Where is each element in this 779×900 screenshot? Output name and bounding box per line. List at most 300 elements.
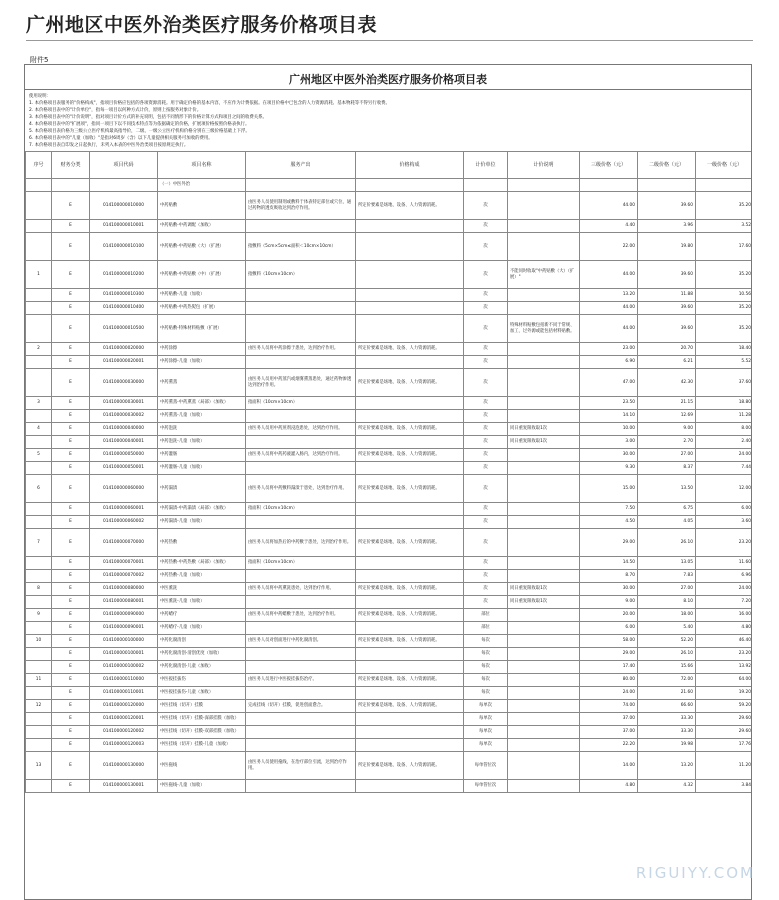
name-cell: 中药贴敷-儿童（加收） [158,289,246,302]
price-tier3-cell: 80.00 [580,674,638,687]
note-cell: 同日重复限收取1次 [508,583,580,596]
price-tier2-cell: 4.32 [638,780,696,793]
code-cell: 014100000070002 [90,570,158,583]
name-cell: 中医拖线-儿童（加收） [158,780,246,793]
price-tier2-cell: 5.40 [638,622,696,635]
title-divider [26,40,753,41]
name-cell: 中药灌肠-儿童（加收） [158,462,246,475]
category-cell: E [52,475,90,503]
document-scan [24,64,752,900]
table-row [26,700,753,713]
code-cell: 014100000100001 [90,648,158,661]
category-cell: E [52,233,90,261]
unit-cell: 次 [464,220,508,233]
name-cell: 中药涂擦 [158,343,246,356]
category-cell: E [52,220,90,233]
name-cell: 中药热敷 [158,529,246,557]
seq-cell [26,622,52,635]
category-cell: E [52,529,90,557]
unit-cell: 每单管位次 [464,752,508,780]
code-cell: 014100000010200 [90,261,158,289]
seq-cell [26,713,52,726]
price-tier1-cell: 4.80 [696,622,753,635]
attachment-label: 附件5 [30,56,49,64]
name-cell: 中医拖线 [158,752,246,780]
composition-cell [356,516,464,529]
note-cell [508,700,580,713]
unit-cell: 次 [464,596,508,609]
price-tier2-cell: 52.20 [638,635,696,648]
table-row [26,503,753,516]
table-row [26,302,753,315]
unit-cell: 每单管位次 [464,780,508,793]
composition-cell: 所定价要素是场地、设备、人力资源消耗。 [356,475,464,503]
price-tier1-cell: 6.96 [696,570,753,583]
name-cell: 中医扳挂拔伤 [158,674,246,687]
table-row [26,315,753,343]
code-cell: 014100000040001 [90,436,158,449]
note-cell [508,475,580,503]
price-tier1-cell: 29.60 [696,726,753,739]
seq-cell [26,233,52,261]
code-cell: 014100000030000 [90,369,158,397]
composition-cell: 所定价要素是场地、设备、人力资源消耗。 [356,449,464,462]
output-cell: 由医务人员将加热后的中药敷于患处，达到治疗作用。 [246,529,356,557]
table-row [26,220,753,233]
name-cell: 中药贴敷-特殊材料贴敷（扩展） [158,315,246,343]
note-cell [508,220,580,233]
price-tier3-cell: 44.00 [580,261,638,289]
code-cell: 014100000060002 [90,516,158,529]
table-row [26,596,753,609]
column-header: 项目代码 [90,152,158,179]
composition-cell: 所定价要素是场地、设备、人力资源消耗。 [356,674,464,687]
output-cell [246,739,356,752]
note-line: 4. 本价格项目表中的"扩展项"，指同一项目下以不同技术特点等为依据确定的价格，扩展项价格按照价格表执行。 [29,122,250,127]
unit-cell: 次 [464,369,508,397]
price-tier3-cell: 4.50 [580,516,638,529]
price-tier3-cell: 47.00 [580,369,638,397]
output-cell: 由医务人员用中药蒸汽或烟雾熏蒸患处，通过药物渗透达到治疗作用。 [246,369,356,397]
price-tier1-cell: 35.20 [696,302,753,315]
table-row [26,713,753,726]
unit-cell: 次 [464,436,508,449]
note-cell [508,661,580,674]
seq-cell: 9 [26,609,52,622]
price-tier3-cell: 8.70 [580,570,638,583]
composition-cell [356,503,464,516]
category-cell [52,179,90,192]
output-cell: 由医务人员将中药涂擦于患处，达到治疗作用。 [246,343,356,356]
note-cell [508,609,580,622]
price-tier3-cell: 14.50 [580,557,638,570]
table-row [26,648,753,661]
price-tier1-cell: 29.60 [696,713,753,726]
table-body [26,179,753,793]
note-cell [508,713,580,726]
price-tier2-cell: 3.96 [638,220,696,233]
code-cell: 014100000020000 [90,343,158,356]
composition-cell: 所定价要素是场地、设备、人力资源消耗。 [356,609,464,622]
price-tier3-cell: 10.00 [580,423,638,436]
output-cell: 由医务人员对创面进行中药化腐清创。 [246,635,356,648]
name-cell: 中药贴敷-中药贴敷（中）（扩展） [158,261,246,289]
composition-cell: 所定价要素是场地、设备、人力资源消耗。 [356,700,464,713]
unit-cell: 次 [464,192,508,220]
table-row [26,343,753,356]
unit-cell: 次 [464,462,508,475]
output-cell: 指面积（10cm×10cm） [246,397,356,410]
price-tier2-cell: 66.60 [638,700,696,713]
name-cell: 中药贴敷 [158,192,246,220]
note-line: 2. 本价格项目表中的"计价单位"，指每一项目以何种方式计价，原则上按服务对象计价。 [29,108,202,113]
note-cell [508,343,580,356]
note-cell [508,516,580,529]
seq-cell [26,516,52,529]
code-cell: 014100000100002 [90,661,158,674]
note-cell [508,192,580,220]
price-tier3-cell: 3.00 [580,436,638,449]
composition-cell [356,687,464,700]
price-tier1-cell: 2.40 [696,436,753,449]
name-cell: 中药溻渍-中药溻渍（局部）（加收） [158,503,246,516]
table-row [26,635,753,648]
output-cell [246,179,356,192]
output-cell: 由医务人员将中药蜡敷于患处，达到治疗作用。 [246,609,356,622]
code-cell: 014100000060000 [90,475,158,503]
code-cell: 014100000110000 [90,674,158,687]
output-cell: 由医务人员将中药敷料溻渍于患处，达到治疗作用。 [246,475,356,503]
table-row [26,622,753,635]
table-row [26,674,753,687]
page-title: 广州地区中医外治类医疗服务价格项目表 [26,14,378,36]
note-cell: 同日重复限收取1次 [508,436,580,449]
seq-cell [26,570,52,583]
code-cell: 014100000080001 [90,596,158,609]
table-row [26,661,753,674]
price-tier1-cell: 17.76 [696,739,753,752]
seq-cell: 1 [26,261,52,289]
code-cell: 014100000110001 [90,687,158,700]
code-cell: 014100000010400 [90,302,158,315]
column-header: 财务分类 [52,152,90,179]
code-cell: 014100000120002 [90,726,158,739]
price-tier2-cell: 6.75 [638,503,696,516]
price-table [25,151,752,793]
output-cell [246,356,356,369]
name-cell: 中药泡洗 [158,423,246,436]
unit-cell: 次 [464,302,508,315]
note-line: 6. 本价格项目表中的"儿童（加收）"是指对6周岁（含）以下儿童提供相关服务可加收的费用。 [29,136,213,141]
composition-cell [356,289,464,302]
price-tier2-cell: 7.83 [638,570,696,583]
note-cell: 特殊材料贴敷包括新不同于常规、加工、过外源或能包括材料贴敷。 [508,315,580,343]
price-tier1-cell: 59.20 [696,700,753,713]
note-cell [508,648,580,661]
unit-cell: 次 [464,410,508,423]
table-row [26,557,753,570]
price-tier1-cell: 17.60 [696,233,753,261]
code-cell: 014100000090000 [90,609,158,622]
seq-cell [26,436,52,449]
column-header: 二级价格（元） [638,152,696,179]
unit-cell: 次 [464,423,508,436]
price-tier1-cell: 23.20 [696,529,753,557]
output-cell: 由医务人员进行中医扳挂拔伤治疗。 [246,674,356,687]
unit-cell: 每单次 [464,713,508,726]
code-cell: 014100000080000 [90,583,158,596]
price-tier3-cell: 4.40 [580,220,638,233]
output-cell [246,726,356,739]
price-tier2-cell: 8.10 [638,596,696,609]
table-row [26,475,753,503]
unit-cell: 次 [464,289,508,302]
category-cell: E [52,609,90,622]
composition-cell: 所定价要素是场地、设备、人力资源消耗。 [356,369,464,397]
output-cell [246,516,356,529]
name-cell: 中药化腐清创-清创优度（加收） [158,648,246,661]
price-tier3-cell: 29.00 [580,529,638,557]
price-tier3-cell: 7.50 [580,503,638,516]
price-tier1-cell: 3.60 [696,516,753,529]
seq-cell: 10 [26,635,52,648]
price-tier1-cell: 35.20 [696,192,753,220]
unit-cell: 次 [464,557,508,570]
price-tier1-cell: 35.20 [696,261,753,289]
seq-cell: 2 [26,343,52,356]
output-cell: 指敷料（5cm×5cm≤面积＜10cm×10cm） [246,233,356,261]
price-tier3-cell [580,179,638,192]
name-cell: 中药蜡疗 [158,609,246,622]
price-tier1-cell: 24.00 [696,583,753,596]
category-cell: E [52,700,90,713]
unit-cell: 每单次 [464,726,508,739]
table-row [26,397,753,410]
unit-cell: 次 [464,397,508,410]
price-tier3-cell: 23.50 [580,397,638,410]
table-row [26,436,753,449]
composition-cell [356,780,464,793]
note-cell [508,179,580,192]
seq-cell [26,315,52,343]
composition-cell [356,410,464,423]
unit-cell: 次 [464,529,508,557]
note-cell: 不能同时收取"中药贴敷（大）（扩展）" [508,261,580,289]
table-row [26,752,753,780]
category-cell: E [52,661,90,674]
seq-cell: 8 [26,583,52,596]
price-tier1-cell: 37.60 [696,369,753,397]
composition-cell: 所定价要素是场地、设备、人力资源消耗。 [356,752,464,780]
name-cell: 中药化腐清创-儿童（加收） [158,661,246,674]
name-cell: 中药蜡疗-儿童（加收） [158,622,246,635]
composition-cell [356,179,464,192]
composition-cell: 所定价要素是场地、设备、人力资源消耗。 [356,423,464,436]
price-tier3-cell: 44.00 [580,302,638,315]
unit-cell: 次 [464,449,508,462]
price-tier3-cell: 6.00 [580,622,638,635]
unit-cell: 次 [464,261,508,289]
output-cell [246,570,356,583]
note-cell: 同日重复限收取1次 [508,423,580,436]
composition-cell [356,261,464,289]
table-row [26,369,753,397]
column-header: 一级价格（元） [696,152,753,179]
price-tier2-cell: 39.60 [638,315,696,343]
output-cell: 完成挂线（切开）挂膜，促进创面愈合。 [246,700,356,713]
note-cell [508,739,580,752]
category-cell: E [52,315,90,343]
price-tier1-cell: 5.52 [696,356,753,369]
category-cell: E [52,557,90,570]
price-tier3-cell: 30.00 [580,583,638,596]
composition-cell: 所定价要素是场地、设备、人力资源消耗。 [356,192,464,220]
price-tier1-cell: 19.20 [696,687,753,700]
seq-cell [26,661,52,674]
output-cell: 指敷料（10cm×10cm） [246,261,356,289]
category-cell: E [52,192,90,220]
code-cell: 014100000100000 [90,635,158,648]
price-tier2-cell: 12.69 [638,410,696,423]
table-row [26,192,753,220]
name-cell: 中药熏蒸-儿童（加收） [158,410,246,423]
seq-cell [26,726,52,739]
unit-cell: 次 [464,570,508,583]
composition-cell [356,397,464,410]
unit-cell: 每单次 [464,739,508,752]
seq-cell [26,289,52,302]
table-header-row [26,152,753,179]
category-cell: E [52,780,90,793]
price-tier3-cell: 6.90 [580,356,638,369]
column-header: 服务产出 [246,152,356,179]
category-cell: E [52,635,90,648]
code-cell [90,179,158,192]
seq-cell [26,596,52,609]
price-tier1-cell: 7.20 [696,596,753,609]
output-cell: 由医务人员使用拖线，在治疗部位引流，达到治疗作用。 [246,752,356,780]
note-line: 3. 本价格项目表中的"计价说明"，指对项目计价方式的补充说明，包括不同情形下的价格计算方式和项目之间的收费关系。 [29,115,267,120]
price-tier3-cell: 9.00 [580,596,638,609]
table-row [26,516,753,529]
note-cell [508,780,580,793]
composition-cell [356,726,464,739]
output-cell [246,302,356,315]
price-tier1-cell: 46.40 [696,635,753,648]
table-row [26,462,753,475]
seq-cell: 13 [26,752,52,780]
note-cell [508,635,580,648]
composition-cell [356,570,464,583]
price-tier2-cell: 26.10 [638,529,696,557]
composition-cell [356,648,464,661]
unit-cell: 部位 [464,609,508,622]
price-tier2-cell: 8.37 [638,462,696,475]
price-tier1-cell: 18.40 [696,343,753,356]
note-line: 使用说明： [29,94,51,99]
output-cell [246,687,356,700]
price-tier1-cell: 3.52 [696,220,753,233]
price-tier2-cell: 19.98 [638,739,696,752]
category-cell: E [52,516,90,529]
composition-cell [356,739,464,752]
code-cell: 014100000030002 [90,410,158,423]
price-tier2-cell: 33.30 [638,726,696,739]
output-cell [246,648,356,661]
category-cell: E [52,397,90,410]
price-tier2-cell: 39.60 [638,261,696,289]
price-tier3-cell: 14.10 [580,410,638,423]
category-cell: E [52,583,90,596]
note-cell [508,449,580,462]
table-row [26,529,753,557]
category-cell: E [52,674,90,687]
composition-cell [356,220,464,233]
seq-cell [26,356,52,369]
category-cell: E [52,436,90,449]
seq-cell [26,648,52,661]
category-cell: E [52,356,90,369]
note-cell [508,529,580,557]
table-row [26,780,753,793]
unit-cell: 每次 [464,687,508,700]
composition-cell: 所定价要素是场地、设备、人力资源消耗。 [356,583,464,596]
name-cell: 中医挂线（切开）挂膜 [158,700,246,713]
code-cell: 014100000040000 [90,423,158,436]
code-cell: 014100000070001 [90,557,158,570]
name-cell: 中医薰洗-儿童（加收） [158,596,246,609]
column-header: 项目名称 [158,152,246,179]
seq-cell [26,410,52,423]
name-cell: 中药熏蒸-中药熏蒸（局部）（加收） [158,397,246,410]
category-cell: E [52,622,90,635]
price-tier2-cell: 72.00 [638,674,696,687]
output-cell [246,289,356,302]
category-cell: E [52,713,90,726]
price-tier3-cell: 17.40 [580,661,638,674]
seq-cell [26,739,52,752]
code-cell: 014100000010500 [90,315,158,343]
usage-notes [25,89,751,151]
column-header: 计价说明 [508,152,580,179]
price-tier2-cell: 6.21 [638,356,696,369]
output-cell [246,780,356,793]
output-cell [246,713,356,726]
category-cell: E [52,423,90,436]
name-cell: 中药热敷-中药热敷（局部）（加收） [158,557,246,570]
category-cell: E [52,739,90,752]
category-cell: E [52,369,90,397]
name-cell: 中药贴敷-中药贴敷（大）（扩展） [158,233,246,261]
price-tier3-cell: 30.00 [580,449,638,462]
output-cell [246,410,356,423]
table-row [26,449,753,462]
composition-cell [356,462,464,475]
seq-cell [26,687,52,700]
name-cell: 中医挂线（切开）挂膜-儿童（加收） [158,739,246,752]
code-cell: 014100000010300 [90,289,158,302]
seq-cell: 4 [26,423,52,436]
price-tier3-cell: 74.00 [580,700,638,713]
composition-cell [356,356,464,369]
composition-cell: 所定价要素是场地、设备、人力资源消耗。 [356,635,464,648]
seq-cell [26,369,52,397]
output-cell [246,462,356,475]
output-cell [246,315,356,343]
code-cell: 014100000070000 [90,529,158,557]
price-tier3-cell: 4.80 [580,780,638,793]
note-cell [508,410,580,423]
